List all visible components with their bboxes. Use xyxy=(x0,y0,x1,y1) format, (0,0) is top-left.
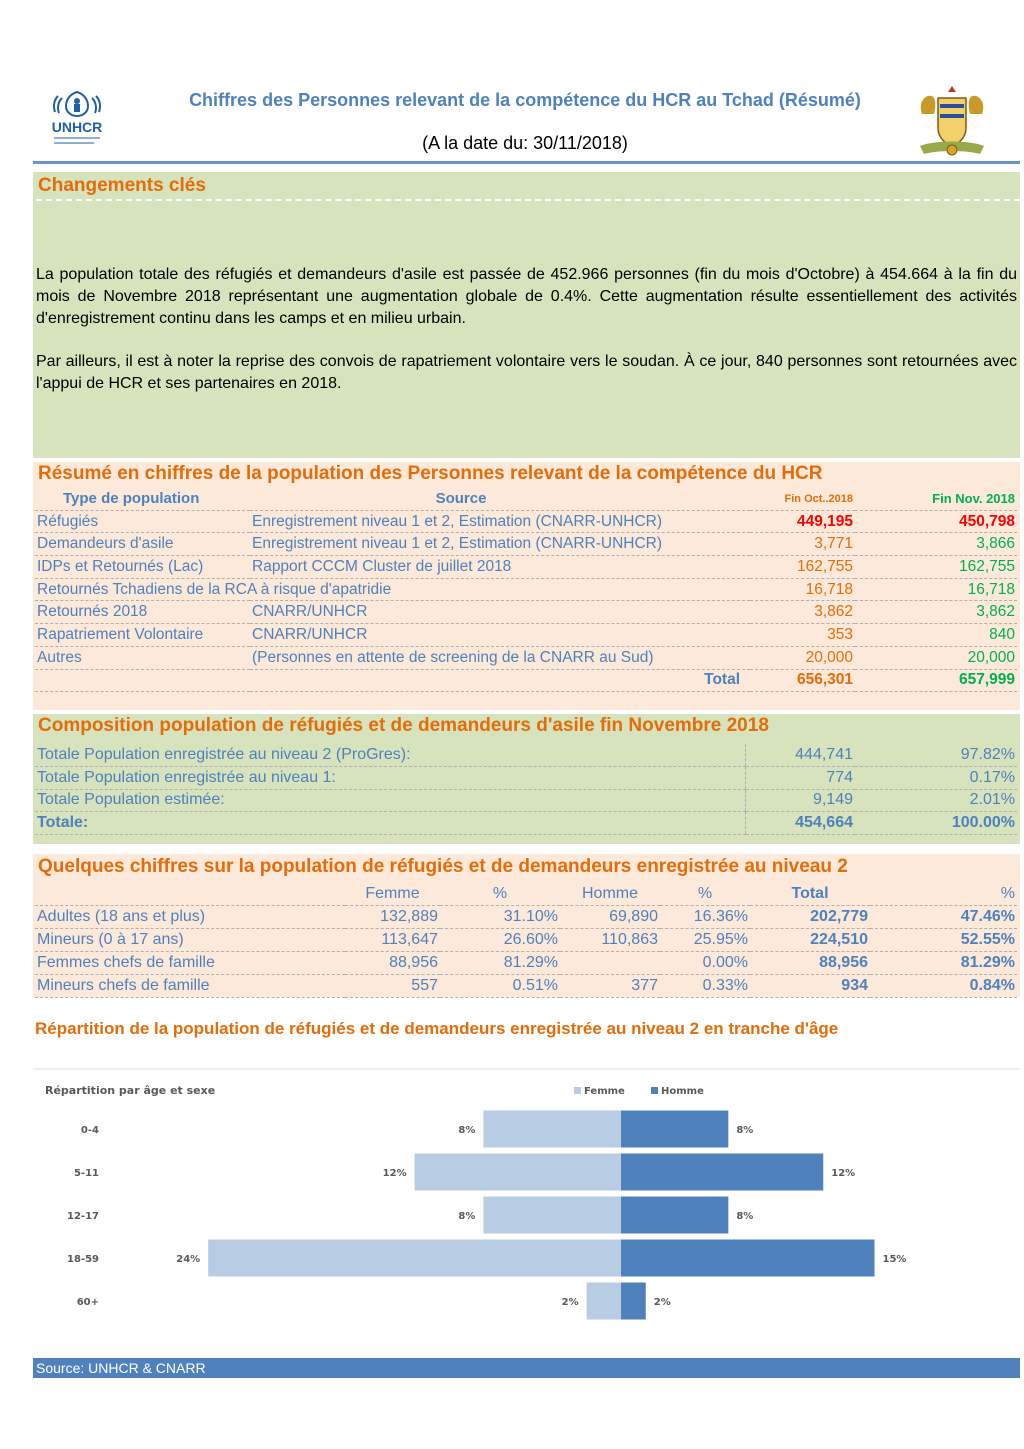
cell-homme: 377 xyxy=(560,975,660,998)
table-row xyxy=(35,766,1017,789)
cell-total-pct: 81.29% xyxy=(870,952,1017,975)
bar-homme xyxy=(621,1154,823,1191)
cell-type: Rapatriement Volontaire xyxy=(35,624,250,647)
cell-nov: 3,862 xyxy=(855,601,1017,624)
coat-of-arms-emblem xyxy=(914,84,990,158)
cell-type: Autres xyxy=(35,646,250,669)
total-oct: 656,301 xyxy=(750,669,855,692)
summary-total-row xyxy=(35,669,1017,692)
table-row xyxy=(35,601,1017,624)
bar-homme xyxy=(621,1240,875,1277)
table-row xyxy=(35,646,1017,669)
summary-table xyxy=(35,488,1017,692)
legend-label-homme: Homme xyxy=(661,1086,704,1097)
cell-total: 934 xyxy=(750,975,870,998)
composition-label: Totale Population enregistrée au niveau 2 (ProGres): xyxy=(35,744,745,766)
col-header-type: Type de population xyxy=(35,488,250,510)
composition-total-row xyxy=(35,812,1017,835)
bar-homme xyxy=(621,1283,646,1320)
table-row xyxy=(35,975,1017,998)
composition-total-pct: 100.00% xyxy=(855,812,1017,835)
data-label-homme: 2% xyxy=(653,1297,671,1308)
cell-source: Enregistrement niveau 1 et 2, Estimation (CNARR-UNHCR) xyxy=(250,533,750,556)
cell-oct: 20,000 xyxy=(750,646,855,669)
cell-nov: 162,755 xyxy=(855,556,1017,579)
age-sex-pyramid-chart xyxy=(33,1068,1020,1355)
cell-femme: 132,889 xyxy=(345,906,440,929)
cell-total-pct: 47.46% xyxy=(870,906,1017,929)
summary-heading: Résumé en chiffres de la population des Personnes relevant de la compétence du HCR xyxy=(38,463,823,484)
bar-femme xyxy=(587,1283,621,1320)
cell-femme: 88,956 xyxy=(345,952,440,975)
composition-value: 9,149 xyxy=(745,789,855,812)
cell-type: Retournés 2018 xyxy=(35,601,250,624)
section-divider xyxy=(36,199,1020,201)
cell-type: Demandeurs d'asile xyxy=(35,533,250,556)
category-label: 5-11 xyxy=(73,1168,99,1179)
cell-total-pct: 52.55% xyxy=(870,929,1017,952)
data-label-femme: 8% xyxy=(458,1211,476,1222)
cell-homme-pct: 25.95% xyxy=(660,929,750,952)
bar-homme xyxy=(621,1197,728,1234)
bar-femme xyxy=(483,1197,621,1234)
category-label: 60+ xyxy=(76,1297,99,1308)
cell-source: CNARR/UNHCR xyxy=(250,601,750,624)
cell-nov: 20,000 xyxy=(855,646,1017,669)
data-label-femme: 12% xyxy=(382,1168,407,1179)
bar-femme xyxy=(483,1111,621,1148)
table-row xyxy=(35,624,1017,647)
col-header-oct: Fin Oct..2018 xyxy=(750,488,855,510)
table-row xyxy=(35,906,1017,929)
cell-femme-pct: 81.29% xyxy=(440,952,560,975)
cell-type: Réfugiés xyxy=(35,510,250,533)
cell-homme-pct: 16.36% xyxy=(660,906,750,929)
category-label: 18-59 xyxy=(67,1254,99,1265)
data-label-homme: 8% xyxy=(736,1125,754,1136)
source-footer: Source: UNHCR & CNARR xyxy=(33,1358,1020,1378)
table-row xyxy=(35,533,1017,556)
composition-pct: 97.82% xyxy=(855,744,1017,766)
cell-source: (Personnes en attente de screening de la CNARR au Sud) xyxy=(250,646,750,669)
cell-source: Rapport CCCM Cluster de juillet 2018 xyxy=(250,556,750,579)
cell-oct: 449,195 xyxy=(750,510,855,533)
cell-oct: 16,718 xyxy=(750,578,855,601)
cell-oct: 353 xyxy=(750,624,855,647)
cell-homme: 110,863 xyxy=(560,929,660,952)
col-header-total: Total xyxy=(750,883,870,906)
composition-label: Totale Population enregistrée au niveau 1: xyxy=(35,766,745,789)
cell-source: CNARR/UNHCR xyxy=(250,624,750,647)
col-header-femme-pct: % xyxy=(440,883,560,906)
legend-swatch-homme xyxy=(651,1087,658,1094)
composition-pct: 0.17% xyxy=(855,766,1017,789)
cell-nov: 840 xyxy=(855,624,1017,647)
total-nov: 657,999 xyxy=(855,669,1017,692)
composition-total-value: 454,664 xyxy=(745,812,855,835)
col-header-femme: Femme xyxy=(345,883,440,906)
col-header-total-pct: % xyxy=(870,883,1017,906)
row-label: Mineurs (0 à 17 ans) xyxy=(35,929,345,952)
cell-total: 202,779 xyxy=(750,906,870,929)
composition-heading: Composition population de réfugiés et de demandeurs d'asile fin Novembre 2018 xyxy=(38,715,769,736)
cell-homme-pct: 0.00% xyxy=(660,952,750,975)
cell-oct: 162,755 xyxy=(750,556,855,579)
data-label-homme: 8% xyxy=(736,1211,754,1222)
unhcr-logo xyxy=(44,86,110,152)
cell-homme: 69,890 xyxy=(560,906,660,929)
table-row xyxy=(35,744,1017,766)
level2-figures-header xyxy=(35,883,1017,906)
row-label: Adultes (18 ans et plus) xyxy=(35,906,345,929)
report-date: (A la date du: 30/11/2018) xyxy=(422,133,628,153)
key-changes-paragraph-2: Par ailleurs, il est à noter la reprise des convois de rapatriement volontaire vers le soudan. À ce jour, 840 personnes sont retournées avec l'appui de HCR et ses partenaires en 2018. xyxy=(36,353,1017,392)
col-header-homme-pct: % xyxy=(660,883,750,906)
table-row xyxy=(35,510,1017,533)
bar-femme xyxy=(415,1154,621,1191)
level2-figures-heading: Quelques chiffres sur la population de réfugiés et de demandeurs enregistrée au niveau 2 xyxy=(38,856,848,877)
bar-homme xyxy=(621,1111,728,1148)
legend-label-femme: Femme xyxy=(584,1086,625,1097)
pyramid-svg xyxy=(33,1068,1020,1355)
key-changes-heading: Changements clés xyxy=(38,175,206,196)
cell-nov: 16,718 xyxy=(855,578,1017,601)
unhcr-logo-text: UNHCR xyxy=(51,119,103,135)
cell-type: Retournés Tchadiens de la RCA à risque d'apatridie xyxy=(35,578,750,601)
cell-type: IDPs et Retournés (Lac) xyxy=(35,556,250,579)
composition-pct: 2.01% xyxy=(855,789,1017,812)
cell-femme: 113,647 xyxy=(345,929,440,952)
bar-femme xyxy=(208,1240,621,1277)
cell-femme-pct: 31.10% xyxy=(440,906,560,929)
cell-homme xyxy=(560,952,660,975)
cell-nov: 450,798 xyxy=(855,510,1017,533)
table-row xyxy=(35,789,1017,812)
composition-value: 444,741 xyxy=(745,744,855,766)
data-label-homme: 15% xyxy=(882,1254,907,1265)
table-row xyxy=(35,929,1017,952)
col-header-homme: Homme xyxy=(560,883,660,906)
cell-femme: 557 xyxy=(345,975,440,998)
cell-source: Enregistrement niveau 1 et 2, Estimation (CNARR-UNHCR) xyxy=(250,510,750,533)
chart-title: Répartition par âge et sexe xyxy=(45,1084,216,1097)
level2-figures-table xyxy=(35,883,1017,998)
cell-homme-pct: 0.33% xyxy=(660,975,750,998)
cell-oct: 3,862 xyxy=(750,601,855,624)
cell-total: 224,510 xyxy=(750,929,870,952)
composition-table xyxy=(35,744,1017,835)
col-header-nov: Fin Nov. 2018 xyxy=(855,488,1017,510)
category-label: 0-4 xyxy=(80,1125,99,1136)
cell-nov: 3,866 xyxy=(855,533,1017,556)
data-label-femme: 8% xyxy=(458,1125,476,1136)
row-label: Mineurs chefs de famille xyxy=(35,975,345,998)
row-label: Femmes chefs de famille xyxy=(35,952,345,975)
header-divider xyxy=(33,161,1020,164)
data-label-femme: 24% xyxy=(176,1254,201,1265)
composition-value: 774 xyxy=(745,766,855,789)
table-row xyxy=(35,556,1017,579)
page-title: Chiffres des Personnes relevant de la compétence du HCR au Tchad (Résumé) xyxy=(189,90,861,110)
cell-femme-pct: 26.60% xyxy=(440,929,560,952)
data-label-homme: 12% xyxy=(831,1168,856,1179)
age-distribution-heading: Répartition de la population de réfugiés et de demandeurs enregistrée au niveau 2 en tranche d'âge xyxy=(35,1019,839,1038)
composition-total-label: Totale: xyxy=(35,812,745,835)
summary-table-header xyxy=(35,488,1017,510)
legend-swatch-femme xyxy=(574,1087,581,1094)
category-label: 12-17 xyxy=(67,1211,99,1222)
col-header-source: Source xyxy=(250,488,750,510)
cell-oct: 3,771 xyxy=(750,533,855,556)
composition-label: Totale Population estimée: xyxy=(35,789,745,812)
total-label: Total xyxy=(250,669,750,692)
table-row xyxy=(35,952,1017,975)
data-label-femme: 2% xyxy=(561,1297,579,1308)
cell-femme-pct: 0.51% xyxy=(440,975,560,998)
cell-total: 88,956 xyxy=(750,952,870,975)
cell-total-pct: 0.84% xyxy=(870,975,1017,998)
key-changes-paragraph-1: La population totale des réfugiés et demandeurs d'asile est passée de 452.966 personnes (fin du mois d'Octobre) à 454.664 à la fin du mois de Novembre 2018 représentant une augmentation globale de 0.4%. Cette augmentation résulte essentiellement des activités d'enregistrement continu dans les camps et en milieu urbain. xyxy=(36,266,1017,327)
table-row xyxy=(35,578,1017,601)
